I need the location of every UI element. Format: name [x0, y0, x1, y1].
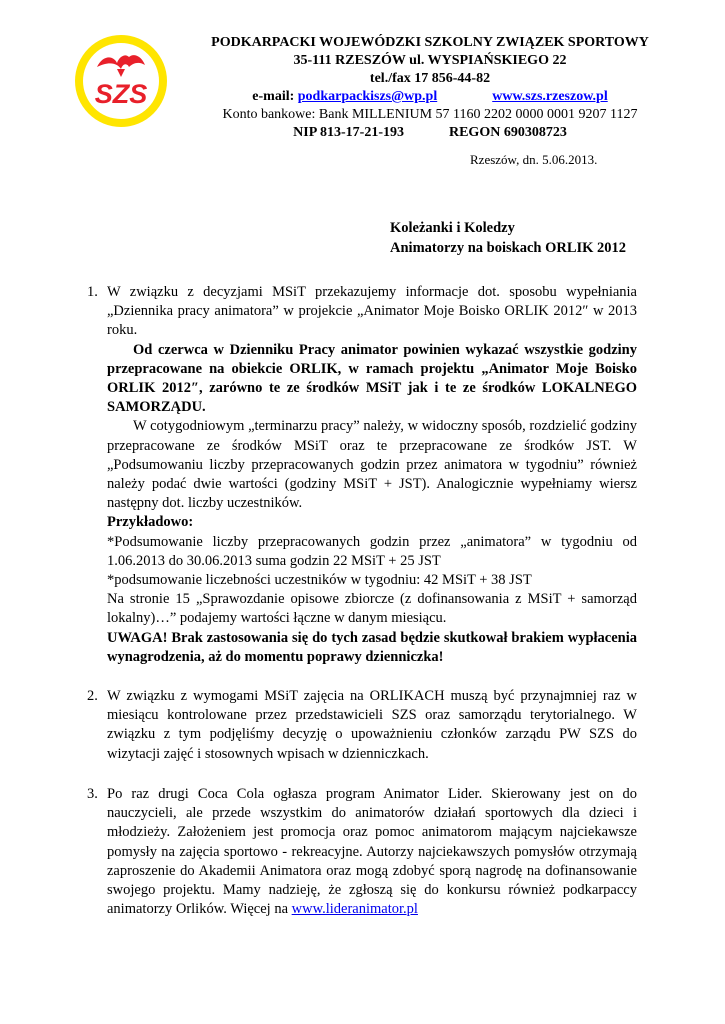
- example-label: Przykładowo:: [107, 514, 194, 531]
- org-telfax: tel./fax 17 856-44-82: [369, 71, 491, 86]
- section-number: 3.: [87, 786, 98, 802]
- org-address: 35-111 RZESZÓW ul. WYSPIAŃSKIEGO 22: [293, 53, 567, 68]
- logo-text: SZS: [94, 79, 148, 109]
- section-3-text: [107, 785, 637, 919]
- lideranimator-link[interactable]: www.lideranimator.pl: [291, 901, 418, 918]
- section-1-bold: Od czerwca w Dzienniku Pracy animator powinien wykazać wszystkie godziny przepracowane na obiekcie ORLIK, w ramach projektu „Animator Moje Boisko ORLIK 2012″, zarówno te ze środków MSiT jak i te ze środków LOKALNEGO SAMORZĄDU.: [107, 341, 637, 416]
- section-1-intro: W związku z decyzjami MSiT przekazujemy informacje dot. sposobu wypełniania „Dziennika pracy animatora” w projekcie „Animator Moje Boisko ORLIK 2012″ w 2013 roku.: [107, 284, 637, 339]
- org-name: PODKARPACKI WOJEWÓDZKI SZKOLNY ZWIĄZEK SPORTOWY: [211, 35, 649, 50]
- addressee: [390, 218, 626, 258]
- section-3: [87, 785, 637, 919]
- addressee-line1: Koleżanki i Koledzy: [390, 220, 515, 236]
- website-link[interactable]: www.szs.rzeszow.pl: [492, 89, 608, 104]
- letter-date: Rzeszów, dn. 5.06.2013.: [470, 152, 598, 167]
- example-1: *Podsumowanie liczby przepracowanych godzin przez „animatora” w tygodniu od 1.06.2013 do 30.06.2013 suma godzin 22 MSiT + 25 JST: [107, 533, 637, 569]
- nip: NIP 813-17-21-193: [293, 125, 404, 140]
- example-2: *podsumowanie liczebności uczestników w tygodniu: 42 MSiT + 38 JST: [107, 572, 532, 589]
- section-1-instructions: W cotygodniowym „terminarzu pracy” należy, w widoczny sposób, rozdzielić godziny przepracowane ze środków MSiT oraz te przepracowane ze środków JST. W „Podsumowaniu liczby przepracowanych godzin przez animatora w tygodniu” również należy podać dwie wartości (godziny MSiT + JST). Analogicznie wypełniamy wiersz następny dot. liczby uczestników.: [107, 418, 637, 512]
- letterhead: [180, 34, 680, 142]
- addressee-line2: Animatorzy na boiskach ORLIK 2012: [390, 240, 627, 256]
- warning: UWAGA! Brak zastosowania się do tych zasad będzie skutkował brakiem wypłacenia wynagrodzenia, aż do momentu poprawy dzienniczka!: [107, 629, 637, 665]
- email-link[interactable]: podkarpackiszs@wp.pl: [297, 89, 438, 104]
- section-2-text: W związku z wymogami MSiT zajęcia na ORLIKACH muszą być przynajmniej raz w miesiącu kontrolowane przez przedstawicieli SZS oraz samorządu terytorialnego. W związku z tym podjęliśmy decyzję o upoważnieniu członków zarządu PW SZS do wizytacji zajęć i stosownych wpisach w dzienniczkach.: [107, 688, 637, 762]
- section-number: 2.: [87, 688, 98, 704]
- bank-account: Konto bankowe: Bank MILLENIUM 57 1160 2202 0000 0001 9207 1127: [222, 107, 638, 122]
- section-1: [87, 283, 637, 667]
- section-3-body: Po raz drugi Coca Cola ogłasza program Animator Lider. Skierowany jest on do nauczycieli, ale przede wszystkim do animatorów działań sportowych dla dzieci i młodzieży. Założeniem jest promocja oraz pomoc animatorom mającym najciekawsze pomysły na zajęcia sportowo - rekreacyjne. Autorzy najciekawszych pomysłów otrzymają zaproszenie do Akademii Animatora oraz mogą zdobyć sporą nagrodę na dofinansowanie swojego projektu. Mamy nadzieję, że zgłoszą się do konkursu również podkarpaccy animatorzy Orlików. Więcej na: [107, 786, 637, 918]
- regon: REGON 690308723: [448, 125, 567, 140]
- section-2: [87, 687, 637, 764]
- section-number: 1.: [87, 284, 98, 300]
- example-3: Na stronie 15 „Sprawozdanie opisowe zbiorcze (z dofinansowania z MSiT + samorząd lokalny)…” podajemy wartości łączne w danym miesiącu.: [107, 591, 637, 627]
- szs-logo: [73, 33, 169, 129]
- email-label: e-mail:: [252, 89, 298, 104]
- contact-line: [180, 88, 680, 106]
- tax-ids: [180, 124, 680, 142]
